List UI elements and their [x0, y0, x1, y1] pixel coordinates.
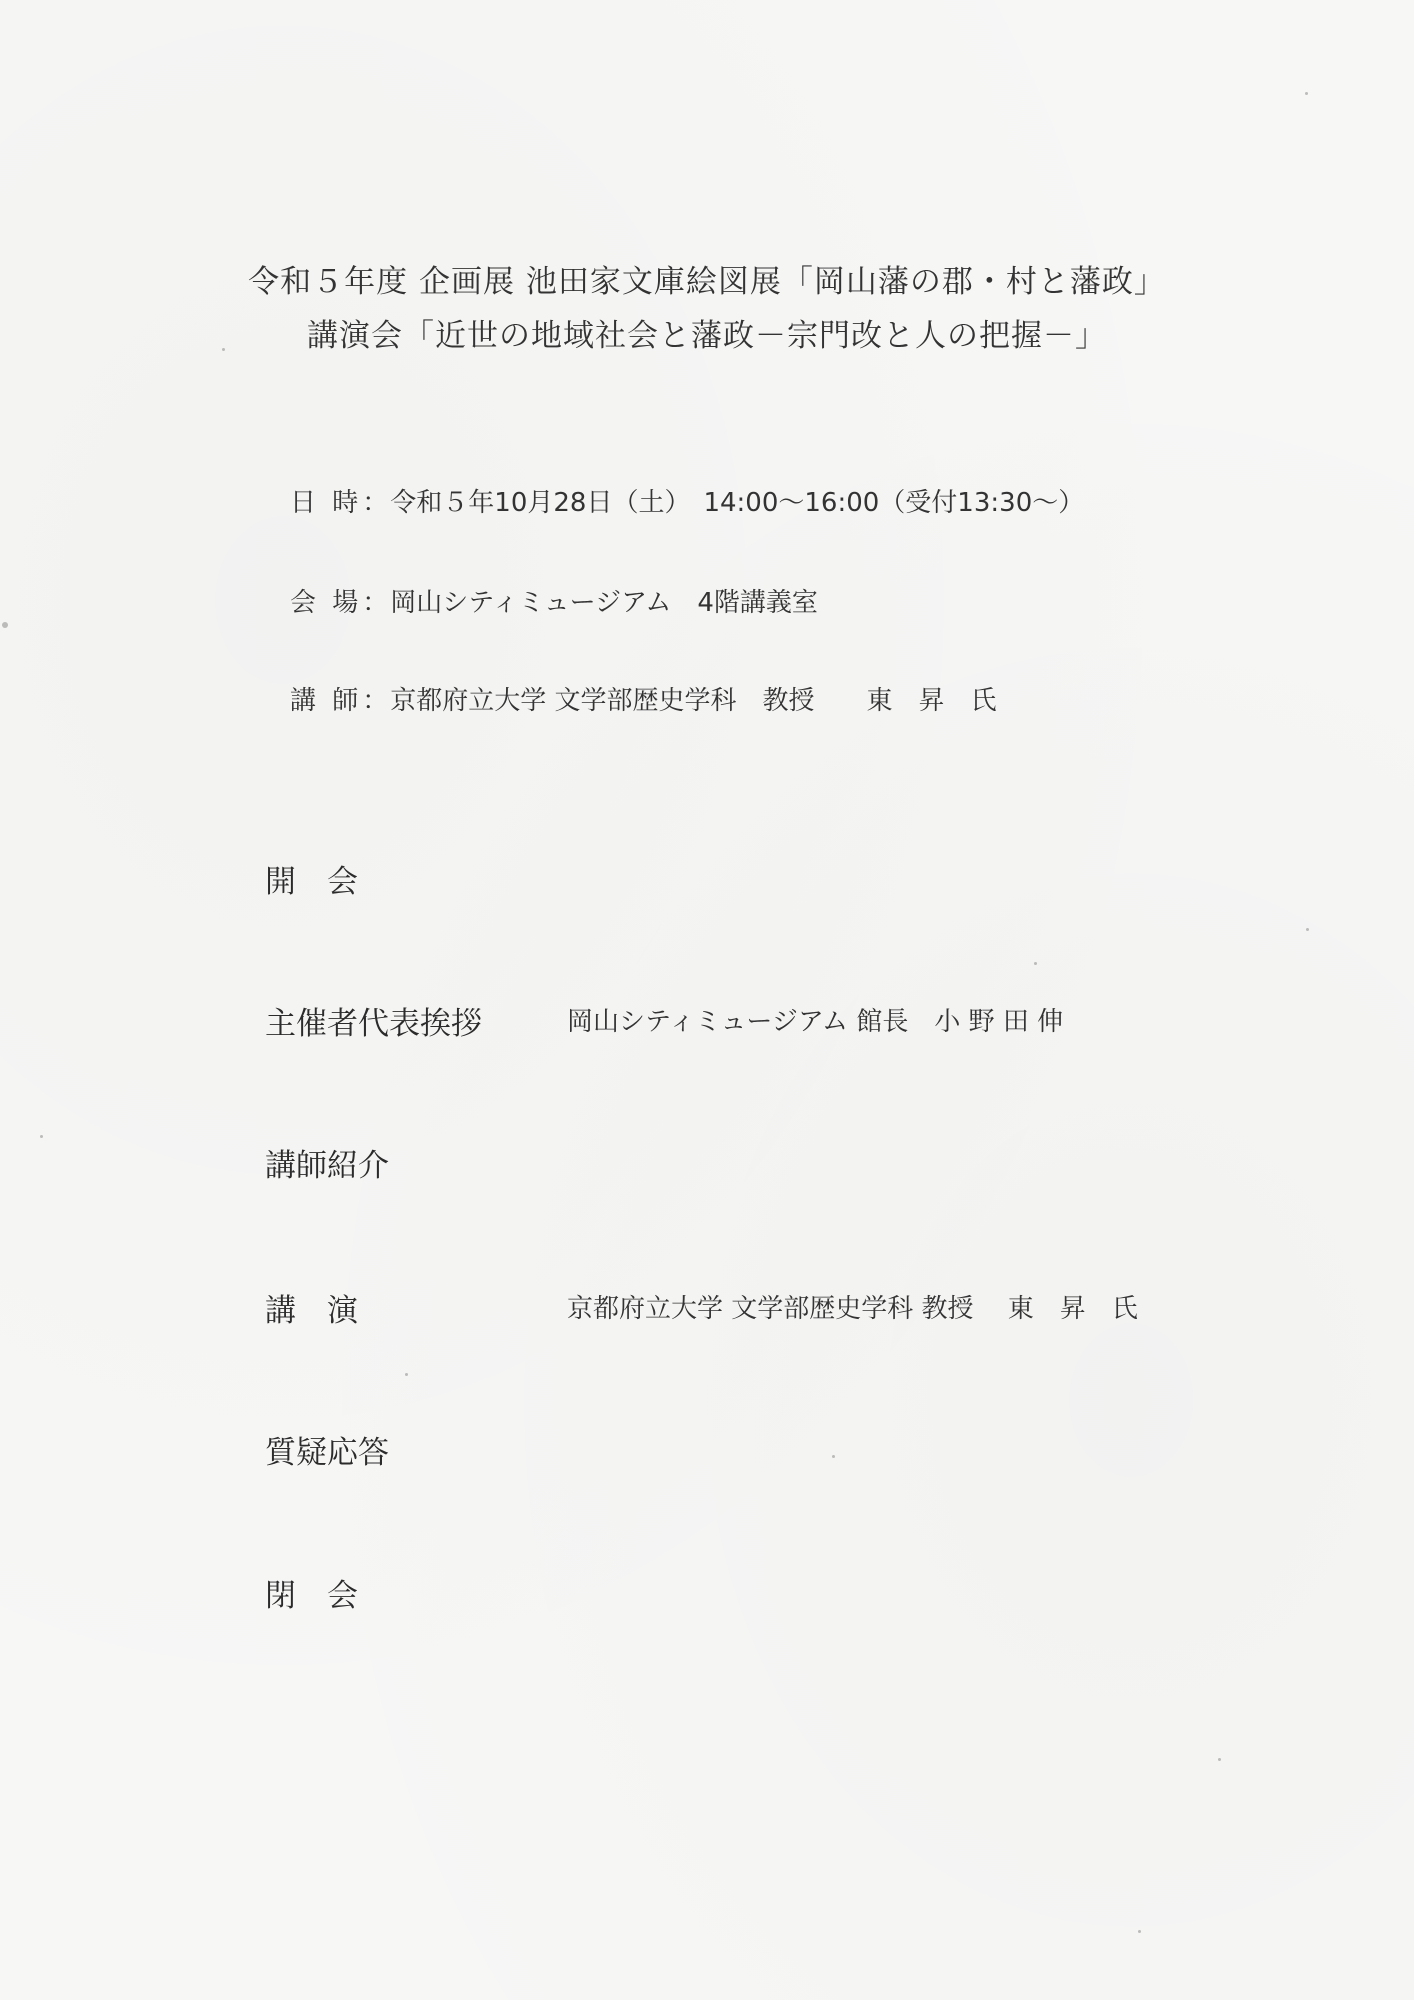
- scan-speck: [1305, 92, 1308, 95]
- program-introduction: 講師紹介: [265, 1148, 389, 1184]
- scan-speck: [405, 1373, 408, 1376]
- program-qa: 質疑応答: [265, 1435, 389, 1471]
- program-lecture-detail: 京都府立大学 文学部歴史学科 教授 東 昇 氏: [567, 1294, 1138, 1324]
- document-title-line-2: 講演会「近世の地域社会と藩政－宗門改と人の把握－」: [307, 318, 1107, 354]
- scan-speck: [222, 348, 225, 351]
- program-opening: 開 会: [265, 864, 358, 900]
- program-greeting-label: 主催者代表挨拶: [265, 1006, 482, 1042]
- program-closing: 閉 会: [265, 1578, 358, 1614]
- scan-speck: [1034, 962, 1037, 965]
- info-date-separator: ：: [362, 488, 389, 518]
- program-lecture-label: 講 演: [265, 1293, 358, 1329]
- scan-speck: [1218, 1758, 1221, 1761]
- program-greeting-detail: 岡山シティミュージアム 館長 小 野 田 伸: [567, 1007, 1064, 1037]
- document-title-line-1: 令和５年度 企画展 池田家文庫絵図展「岡山藩の郡・村と藩政」: [248, 264, 1166, 300]
- info-date-key: 日 時: [290, 488, 363, 518]
- info-venue-row: [290, 582, 818, 619]
- scan-speck: [2, 622, 8, 628]
- scan-speck: [1138, 1930, 1141, 1933]
- scan-speck: [1306, 928, 1309, 931]
- info-venue-value: 岡山シティミュージアム 4階講義室: [390, 588, 818, 618]
- info-date-row: [290, 482, 1084, 519]
- info-speaker-key: 講 師: [290, 686, 363, 716]
- info-speaker-separator: ：: [362, 686, 389, 716]
- info-venue-key: 会 場: [290, 588, 363, 618]
- scan-speck: [40, 1135, 43, 1138]
- info-venue-separator: ：: [362, 588, 389, 618]
- info-speaker-value: 京都府立大学 文学部歴史学科 教授 東 昇 氏: [390, 686, 997, 716]
- scan-speck: [832, 1455, 835, 1458]
- info-speaker-row: [290, 680, 997, 717]
- info-date-value: 令和５年10月28日（土） 14:00～16:00（受付13:30～）: [390, 488, 1085, 518]
